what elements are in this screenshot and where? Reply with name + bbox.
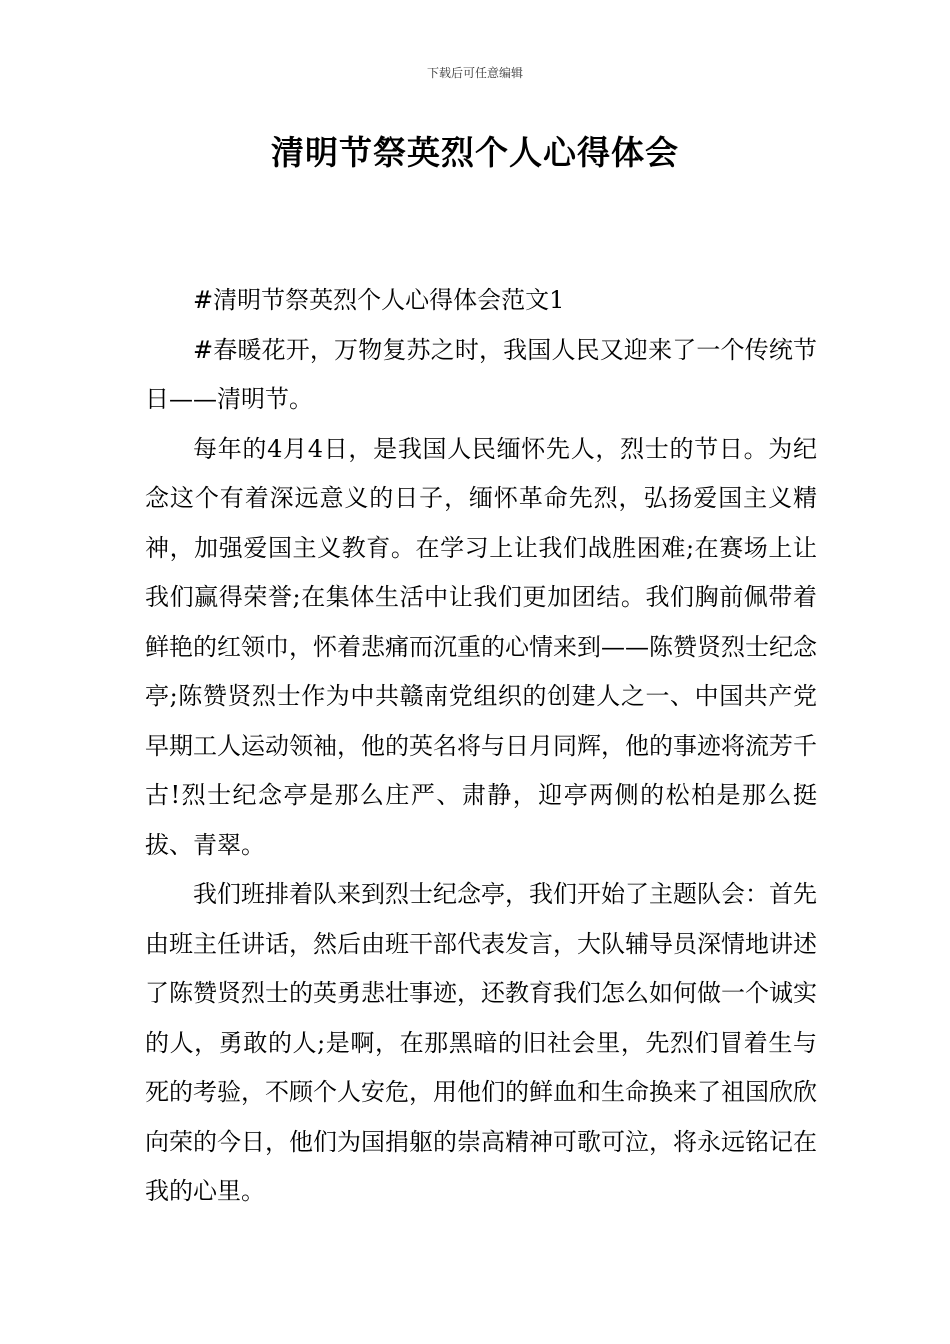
paragraph: #春暖花开，万物复苏之时，我国人民又迎来了一个传统节日——清明节。 xyxy=(145,335,817,413)
paragraph: 每年的4月4日，是我国人民缅怀先人，烈士的节日。为纪念这个有着深远意义的日子，缅怀革命先烈，弘扬爱国主义精神，加强爱国主义教育。在学习上让我们战胜困难;在赛场上让我们赢得荣誉;在集体生活中让我们更加团结。我们胸前佩带着鲜艳的红领巾，怀着悲痛而沉重的心情来到——陈赞贤烈士纪念亭;陈赞贤烈士作为中共赣南党组织的创建人之一、中国共产党早期工人运动领袖，他的英名将与日月同辉，他的事迹将流芳千古!烈士纪念亭是那么庄严、肃静，迎亭两侧的松柏是那么挺拔、青翠。 xyxy=(145,434,817,859)
header-note: 下载后可任意编辑 xyxy=(426,66,523,80)
paragraph: #清明节祭英烈个人心得体会范文1 xyxy=(193,286,565,314)
document-title: 清明节祭英烈个人心得体会 xyxy=(271,133,679,172)
document-body xyxy=(145,276,817,1217)
paragraph: 我们班排着队来到烈士纪念亭，我们开始了主题队会：首先由班主任讲话，然后由班干部代表发言，大队辅导员深情地讲述了陈赞贤烈士的英勇悲壮事迹，还教育我们怎么如何做一个诚实的人，勇敢的人;是啊，在那黑暗的旧社会里，先烈们冒着生与死的考验，不顾个人安危，用他们的鲜血和生命换来了祖国欣欣向荣的今日，他们为国捐躯的崇高精神可歌可泣，将永远铭记在我的心里。 xyxy=(145,880,817,1205)
